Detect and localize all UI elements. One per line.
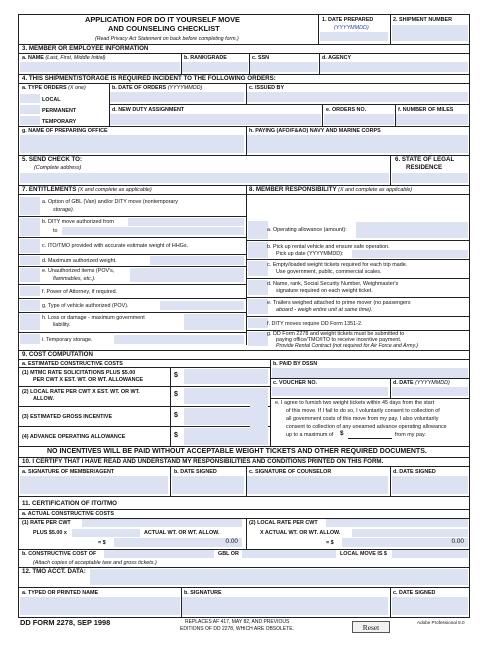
cost-row4-label: (4) ADVANCE OPERATING ALLOWANCE <box>22 434 126 440</box>
cost-row1-line1: (1) MTMC RATE SOLICITATIONS PLUS $5.00 <box>22 370 136 376</box>
member-date-input[interactable] <box>172 476 244 494</box>
rate-per-cwt-input[interactable] <box>82 519 242 527</box>
responsibility-e-line1: e. Trailers weighed attached to prime mover (no passengers <box>267 300 411 306</box>
plus-label: PLUS $5.00 x <box>33 530 67 536</box>
cost-row2-line1: (2) LOCAL RATE PER CWT X EST. WT. OR WT. <box>22 389 140 395</box>
incentive-notice: NO INCENTIVES WILL BE PAID WITHOUT ACCEPTABLE WEIGHT TICKETS AND OTHER REQUIRED DOCUMENTS. <box>47 448 427 455</box>
local-wt-input[interactable] <box>352 529 468 537</box>
shipment-number-input[interactable] <box>392 25 468 41</box>
itotmo-title: 11. CERTIFICATION OF ITO/TMO <box>22 500 117 507</box>
tmo-date-input[interactable] <box>392 597 468 615</box>
new-duty-label: d. NEW DUTY ASSIGNMENT <box>112 107 185 113</box>
agency-label: d. AGENCY <box>322 55 352 61</box>
ssn-input[interactable] <box>250 62 318 72</box>
agree-max-input[interactable] <box>348 431 392 439</box>
date-prepared-input[interactable] <box>320 32 388 41</box>
entitlement-d-line1: d. Maximum authorized weight. <box>42 258 117 264</box>
agree-dollar: $ <box>340 430 344 437</box>
entitlement-e-line2: flammables, etc.). <box>53 276 96 282</box>
reset-button[interactable]: Reset <box>352 621 390 633</box>
cost-computation-title: 9. COST COMPUTATION <box>22 351 93 358</box>
responsibility-g-line2: paying office/TMO/ITO to receive incentive payment. <box>276 337 402 343</box>
name-input[interactable] <box>20 62 180 72</box>
send-check-label: 5. SEND CHECK TO: <box>22 156 83 163</box>
attach-note: (Attach copies of acceptable tare and gross tickets.) <box>33 560 157 566</box>
date-orders-text: b. DATE OF ORDERS <box>112 85 167 91</box>
cost-row2-line2: ALLOW. <box>33 396 54 402</box>
responsibility-e-checkbox[interactable] <box>248 299 268 314</box>
voucher-date-text: d. DATE <box>393 380 414 386</box>
issued-by-label: c. ISSUED BY <box>249 85 285 91</box>
tmo-signature-input[interactable] <box>182 597 388 615</box>
entitlement-i-line1: i. Temporary storage. <box>42 337 93 343</box>
form-title-line1: APPLICATION FOR DO IT YOURSELF MOVE <box>85 15 240 24</box>
name-hint: (Last, First, Middle Initial) <box>45 55 106 61</box>
amount1-value: 0.00 <box>225 538 238 545</box>
paid-by-dssn-input[interactable] <box>272 368 468 378</box>
ssn-label: c. SSN <box>252 55 270 61</box>
entitlement-d-checkbox[interactable] <box>20 256 40 265</box>
miles-input[interactable] <box>396 114 468 125</box>
x-actual-label: X ACTUAL WT. OR WT. ALLOW. <box>260 530 341 536</box>
amount2-field[interactable] <box>342 538 468 547</box>
orders-no-input[interactable] <box>324 114 394 125</box>
responsibility-c-line1: c. Empty/loaded weight tickets required for each trip made. <box>267 262 408 268</box>
amount1-field[interactable] <box>114 538 242 547</box>
preparing-office-label: g. NAME OF PREPARING OFFICE <box>22 128 108 134</box>
member-date-label: b. DATE SIGNED <box>174 469 217 475</box>
member-signature-label: a. SIGNATURE OF MEMBER/AGENT <box>22 469 115 475</box>
typed-name-input[interactable] <box>20 597 180 615</box>
counselor-date-label: d. DATE SIGNED <box>393 469 436 475</box>
responsibility-title: 8. MEMBER RESPONSIBILITY <box>249 186 337 193</box>
cost-row3-dollar: $ <box>174 412 178 419</box>
counselor-signature-input[interactable] <box>247 476 388 494</box>
agree-text-5: up to a maximum of <box>286 432 334 438</box>
constructive-cost-input[interactable] <box>104 550 214 558</box>
miles-label: f. NUMBER OF MILES <box>398 107 454 113</box>
tmo-acct-input[interactable] <box>90 569 468 585</box>
entitlement-h-line1: h. Loss or damage - maximum government <box>42 315 145 321</box>
type-orders-hint: (X one) <box>68 85 86 91</box>
agree-text-2: of this move. If I fail to do so, I voluntarily consent to collection of <box>286 408 440 414</box>
vehicle-type-input[interactable] <box>160 301 244 310</box>
cost-row1-line2: PER CWT X EST. WT. OR WT. ALLOWANCE <box>33 377 144 383</box>
responsibility-d-line2: signature required on each weight ticket. <box>276 288 373 294</box>
responsibility-g-checkbox[interactable] <box>248 332 268 346</box>
voucher-date-input[interactable] <box>392 387 468 396</box>
type-temporary-label: TEMPORARY <box>42 119 77 125</box>
entitlement-b-line2: to <box>53 228 58 234</box>
entitlement-b-checkbox[interactable] <box>20 218 40 236</box>
rate-per-cwt-label: (1) RATE PER CWT <box>22 520 71 526</box>
cost-row1-dollar: $ <box>174 372 178 379</box>
entitlement-c-line1: c. ITO/TMO provided with accurate estimate weight of HHGs. <box>42 243 189 249</box>
responsibility-b-line2: Pick up date (YYYYMMDD): <box>276 251 344 257</box>
name-label-text: a. NAME <box>22 55 44 61</box>
entitlement-i-checkbox[interactable] <box>20 334 40 344</box>
date-prepared-label: 1. DATE PREPARED <box>322 17 374 23</box>
new-duty-input[interactable] <box>110 114 321 125</box>
local-move-input[interactable] <box>392 550 468 558</box>
cost-row2-dollar: $ <box>174 391 178 398</box>
responsibility-b-checkbox[interactable] <box>248 242 268 258</box>
entitlement-a-checkbox[interactable] <box>20 197 40 215</box>
type-permanent-label: PERMANENT <box>42 108 77 114</box>
date-orders-hint: (YYYYMMDD) <box>167 85 203 91</box>
constructive-cost-label: b. CONSTRUCTIVE COST OF <box>22 551 97 557</box>
gbl-or-label: GBL OR <box>218 551 239 557</box>
counselor-signature-label: c. SIGNATURE OF COUNSELOR <box>249 469 332 475</box>
preparing-office-input[interactable] <box>20 135 244 153</box>
entitlements-title: 7. ENTITLEMENTS <box>22 186 77 193</box>
responsibility-f-checkbox[interactable] <box>248 318 268 328</box>
responsibility-g-line3: Provide Rental Contract (not required for Air Force and Army.) <box>276 343 418 349</box>
entitlement-h-checkbox[interactable] <box>20 314 40 330</box>
send-check-hint: (Complete address) <box>34 165 82 171</box>
unauthorized-items-input[interactable] <box>130 268 244 282</box>
type-permanent-checkbox[interactable] <box>20 105 40 114</box>
est-constructive-label: a. ESTIMATED CONSTRUCTIVE COSTS <box>22 361 123 367</box>
form-number: DD FORM 2278, SEP 1998 <box>20 618 111 627</box>
pickup-date-input[interactable] <box>352 250 468 258</box>
entitlement-c-checkbox[interactable] <box>20 239 40 253</box>
max-weight-input[interactable] <box>150 256 244 265</box>
agree-text-4: consent to collection of any unearned advance operating allowance <box>286 424 447 430</box>
responsibility-c-checkbox[interactable] <box>248 261 268 276</box>
responsibility-label <box>249 187 412 193</box>
tmo-acct-title: 12. TMO ACCT. DATA: <box>22 568 86 575</box>
cost-row1-input[interactable] <box>184 369 268 384</box>
typed-name-label: a. TYPED OR PRINTED NAME <box>22 590 99 596</box>
responsibility-a-checkbox[interactable] <box>248 221 268 239</box>
dity-to-input[interactable] <box>62 227 244 235</box>
local-rate-label: (2) LOCAL RATE PER CWT <box>249 520 318 526</box>
equals-label-2: = $ <box>326 540 334 546</box>
local-move-label: LOCAL MOVE IS $ <box>340 551 387 557</box>
date-format-hint: (YYYYMMDD) <box>334 25 369 31</box>
entitlement-f-line1: f. Power of Attorney, if required. <box>42 289 118 295</box>
actual-costs-label: a. ACTUAL CONSTRUCTIVE COSTS <box>22 511 114 517</box>
date-orders-label <box>112 85 202 91</box>
rank-input[interactable] <box>182 62 248 72</box>
equals-label-1: = $ <box>98 540 106 546</box>
voucher-no-label: c. VOUCHER NO. <box>273 380 318 386</box>
voucher-no-input[interactable] <box>272 387 388 396</box>
voucher-date-hint: (YYYYMMDD) <box>415 380 450 386</box>
agree-text-3: all government costs of this move from my pay. I also voluntarily <box>286 416 439 422</box>
responsibility-c-line2: Use government, public, commercial scales. <box>276 269 382 275</box>
agree-checkbox[interactable] <box>250 400 268 444</box>
member-signature-input[interactable] <box>20 476 168 494</box>
responsibility-f-line1: f. DITY moves require DD Form 1351-2. <box>267 321 363 327</box>
entitlement-a-line2: storage). <box>53 207 75 213</box>
agree-text-1: e. I agree to furnish two weight tickets within 45 days from the start <box>275 400 435 406</box>
agency-input[interactable] <box>320 62 468 72</box>
entitlement-g-line1: g. Type of vehicle authorized (POV). <box>42 303 129 309</box>
amount2-value: 0.00 <box>451 538 464 545</box>
actual-wt-label: ACTUAL WT. OR WT. ALLOW. <box>144 530 220 536</box>
type-temporary-checkbox[interactable] <box>20 116 40 125</box>
plus-wt-input[interactable] <box>72 529 140 537</box>
temp-storage-input[interactable] <box>114 335 244 344</box>
dity-from-input[interactable] <box>128 218 244 226</box>
entitlement-a-line1: a. Option of GBL (Van) and/or DITY move (nontemporary <box>42 199 178 205</box>
certify-title: 10. I CERTIFY THAT I HAVE READ AND UNDERSTAND MY RESPONSIBILITIES AND CONDITIONS PRINTED ON THIS FORM. <box>22 458 384 465</box>
type-orders-text: a. TYPE ORDERS <box>22 85 67 91</box>
issued-by-input[interactable] <box>247 92 468 102</box>
form-subtitle: (Read Privacy Act Statement on back before completing form.) <box>95 36 239 42</box>
entitlement-f-checkbox[interactable] <box>20 286 40 296</box>
responsibility-hint: (X and complete as applicable) <box>338 187 413 193</box>
entitlement-g-checkbox[interactable] <box>20 300 40 311</box>
liability-input[interactable] <box>184 314 244 330</box>
orders-no-label: e. ORDERS NO. <box>326 107 367 113</box>
paid-by-dssn-label: b. PAID BY DSSN <box>273 361 318 367</box>
local-rate-input[interactable] <box>326 519 468 527</box>
tmo-signature-label: b. SIGNATURE <box>184 590 222 596</box>
cost-row4-dollar: $ <box>174 432 178 439</box>
responsibility-d-line1: d. Name, rank, Social Security Number, Weighmaster's <box>267 281 399 287</box>
replaces-note-2: EDITIONS OF DD 2278, WHICH ARE OBSOLETE. <box>180 626 294 632</box>
cost-row3-label: (3) ESTIMATED GROSS INCENTIVE <box>22 414 113 420</box>
type-orders-label <box>22 85 86 91</box>
tmo-date-label: c. DATE SIGNED <box>393 590 436 596</box>
entitlement-h-line2: liability. <box>53 322 71 328</box>
entitlements-hint: (X and complete as applicable) <box>77 187 152 193</box>
entitlements-label <box>22 187 152 193</box>
send-check-input[interactable] <box>20 173 389 183</box>
type-local-checkbox[interactable] <box>20 94 40 103</box>
state-legal-input[interactable] <box>392 173 468 183</box>
replaces-note-1: REPLACES AF 417, MAY 82, AND PREVIOUS <box>185 619 290 625</box>
responsibility-a-line1: a. Operating allowance (amount): <box>267 227 347 233</box>
entitlement-b-line1: b. DITY move authorized from <box>42 219 114 225</box>
adobe-note: Adobe Professional 8.0 <box>417 620 465 625</box>
state-legal-label-2: RESIDENCE <box>406 164 443 171</box>
section4-title: 4. THIS SHIPMENT/STORAGE IS REQUIRED INCIDENT TO THE FOLLOWING ORDERS: <box>22 75 276 82</box>
name-label <box>22 55 106 61</box>
counselor-date-input[interactable] <box>392 476 468 494</box>
gbl-input[interactable] <box>242 550 336 558</box>
state-legal-label-1: 6. STATE OF LEGAL <box>395 156 455 163</box>
section3-title: 3. MEMBER OR EMPLOYEE INFORMATION <box>22 45 149 52</box>
entitlement-e-checkbox[interactable] <box>20 268 40 282</box>
paying-office-label: h. PAYING (AFO/F&AO) NAVY AND MARINE CORPS <box>249 128 381 134</box>
date-orders-input[interactable] <box>110 92 244 102</box>
agree-text-6: from my pay. <box>395 432 426 438</box>
responsibility-d-checkbox[interactable] <box>248 280 268 295</box>
entitlement-e-line1: e. Unauthorized items (POV's, <box>42 268 115 274</box>
responsibility-g-line1: g. DD Form 2278 and weight tickets must be submitted to <box>267 331 405 337</box>
shipment-number-label: 2. SHIPMENT NUMBER <box>393 17 453 23</box>
voucher-date-label <box>393 380 450 386</box>
responsibility-e-line2: aboard - weigh entire unit at same time). <box>276 307 373 313</box>
paying-office-input[interactable] <box>247 135 468 153</box>
type-local-label: LOCAL <box>42 97 61 103</box>
operating-allowance-input[interactable] <box>356 222 468 238</box>
rank-label: b. RANK/GRADE <box>184 55 227 61</box>
responsibility-b-line1: b. Pick up rental vehicle and ensure safe operation. <box>267 244 390 250</box>
form-title-line2: AND COUNSELING CHECKLIST <box>108 24 220 33</box>
